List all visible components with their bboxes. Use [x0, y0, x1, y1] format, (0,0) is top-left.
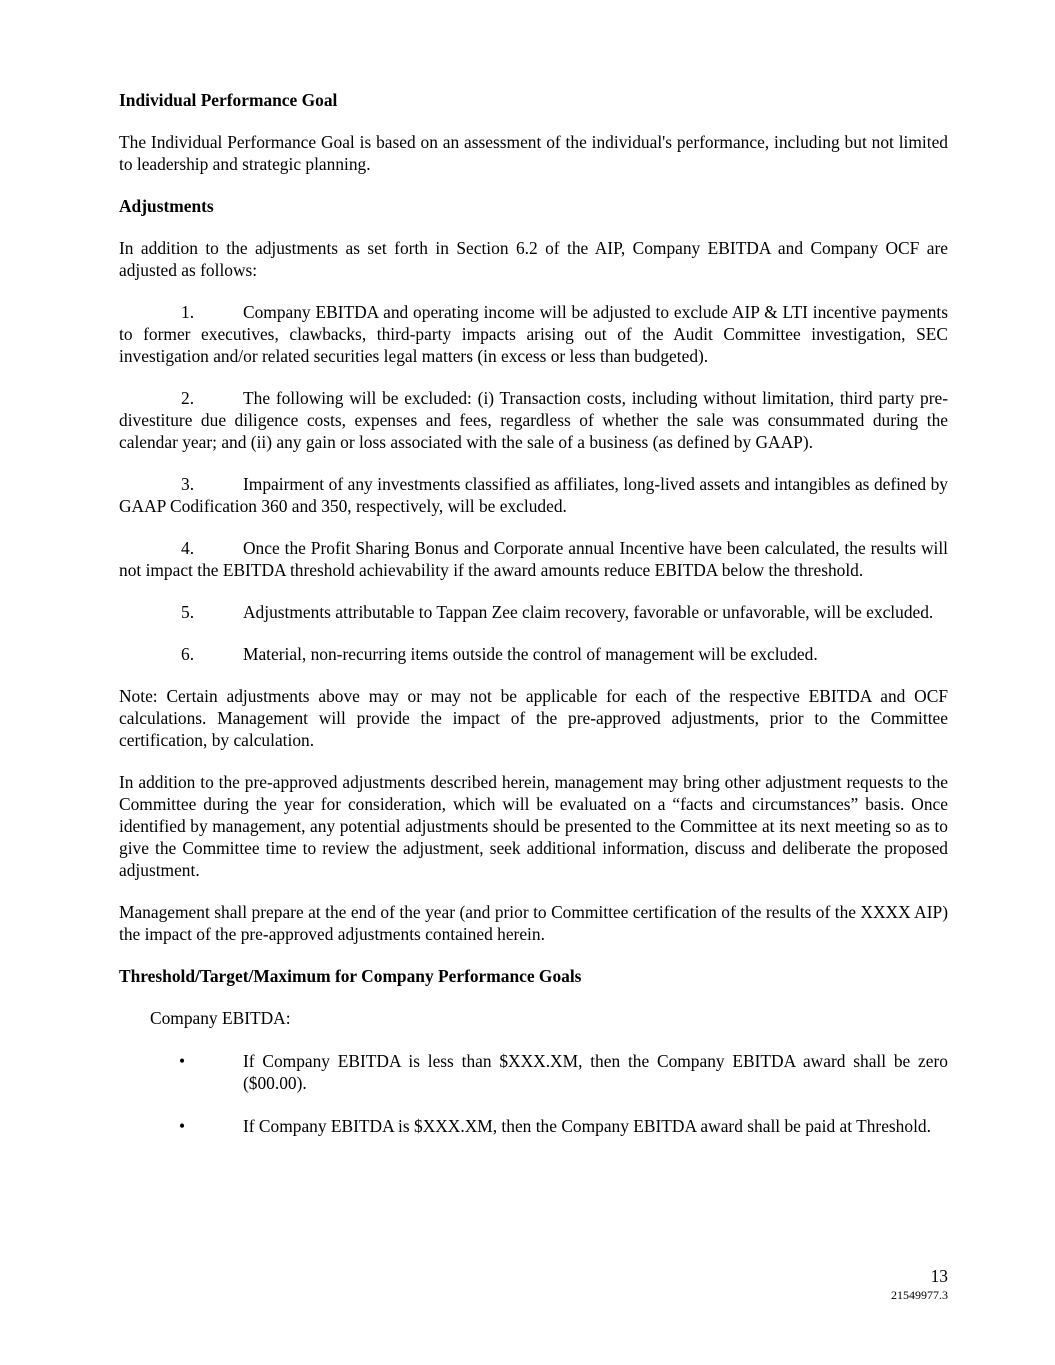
- adjustment-item-6: [119, 643, 948, 665]
- threshold-heading: Threshold/Target/Maximum for Company Performance Goals: [119, 966, 582, 986]
- adjustment-item-1: [119, 301, 948, 367]
- ebitda-bullet-2: [119, 1115, 948, 1137]
- item-number: 2.: [181, 388, 195, 408]
- document-page: [119, 89, 948, 1158]
- bullet-text: If Company EBITDA is less than $XXX.XM, then the Company EBITDA award shall be zero ($00.00).: [243, 1051, 948, 1093]
- bullet-text: If Company EBITDA is $XXX.XM, then the Company EBITDA award shall be paid at Threshold.: [243, 1116, 931, 1136]
- item-number: 6.: [181, 644, 195, 664]
- item-number: 1.: [181, 302, 195, 322]
- bullet-icon: •: [179, 1051, 186, 1071]
- adjustments-note: Note: Certain adjustments above may or may not be applicable for each of the respective EBITDA and OCF calculations. Management will provide the impact of the pre-approved adjustments, prior to the Committee certification, by calculation.: [119, 686, 948, 750]
- document-id: 21549977.3: [891, 1288, 948, 1302]
- adjustments-paragraph-3: Management shall prepare at the end of the year (and prior to Committee certification of the results of the XXXX AIP) the impact of the pre-approved adjustments contained herein.: [119, 902, 948, 944]
- individual-performance-goal-heading: Individual Performance Goal: [119, 90, 338, 110]
- item-text: Company EBITDA and operating income will be adjusted to exclude AIP & LTI incentive payments to former executives, clawbacks, third-party impacts arising out of the Audit Committee investigation, SEC investigation and/or related securities legal matters (in excess or less than budgeted).: [119, 302, 948, 366]
- adjustments-paragraph-2: In addition to the pre-approved adjustments described herein, management may bring other adjustment requests to the Committee during the year for consideration, which will be evaluated on a “facts and circumstances” basis. Once identified by management, any potential adjustments should be presented to the Committee at its next meeting so as to give the Committee time to review the adjustment, seek additional information, discuss and deliberate the proposed adjustment.: [119, 772, 948, 880]
- adjustment-item-3: [119, 473, 948, 517]
- adjustments-intro: In addition to the adjustments as set forth in Section 6.2 of the AIP, Company EBITDA and Company OCF are adjusted as follows:: [119, 238, 948, 280]
- adjustment-item-5: [119, 601, 948, 623]
- ebitda-bullet-1: [119, 1050, 948, 1094]
- page-number: 13: [930, 1266, 948, 1286]
- bullet-icon: •: [179, 1116, 186, 1136]
- item-text: Once the Profit Sharing Bonus and Corporate annual Incentive have been calculated, the results will not impact the EBITDA threshold achievability if the award amounts reduce EBITDA below the threshold.: [119, 538, 948, 580]
- item-text: The following will be excluded: (i) Transaction costs, including without limitation, third party pre-divestiture due diligence costs, expenses and fees, regardless of whether the sale was consummated during the calendar year; and (ii) any gain or loss associated with the sale of a business (as defined by GAAP).: [119, 388, 948, 452]
- individual-performance-goal-text: The Individual Performance Goal is based on an assessment of the individual's performance, including but not limited to leadership and strategic planning.: [119, 132, 948, 174]
- item-number: 5.: [181, 602, 195, 622]
- adjustment-item-2: [119, 387, 948, 453]
- item-text: Material, non-recurring items outside the control of management will be excluded.: [243, 644, 818, 664]
- item-number: 3.: [181, 474, 195, 494]
- item-text: Adjustments attributable to Tappan Zee claim recovery, favorable or unfavorable, will be excluded.: [243, 602, 934, 622]
- adjustments-heading: Adjustments: [119, 196, 214, 216]
- company-ebitda-label: Company EBITDA:: [150, 1008, 291, 1028]
- item-number: 4.: [181, 538, 195, 558]
- item-text: Impairment of any investments classified as affiliates, long-lived assets and intangibles as defined by GAAP Codification 360 and 350, respectively, will be excluded.: [119, 474, 948, 516]
- adjustment-item-4: [119, 537, 948, 581]
